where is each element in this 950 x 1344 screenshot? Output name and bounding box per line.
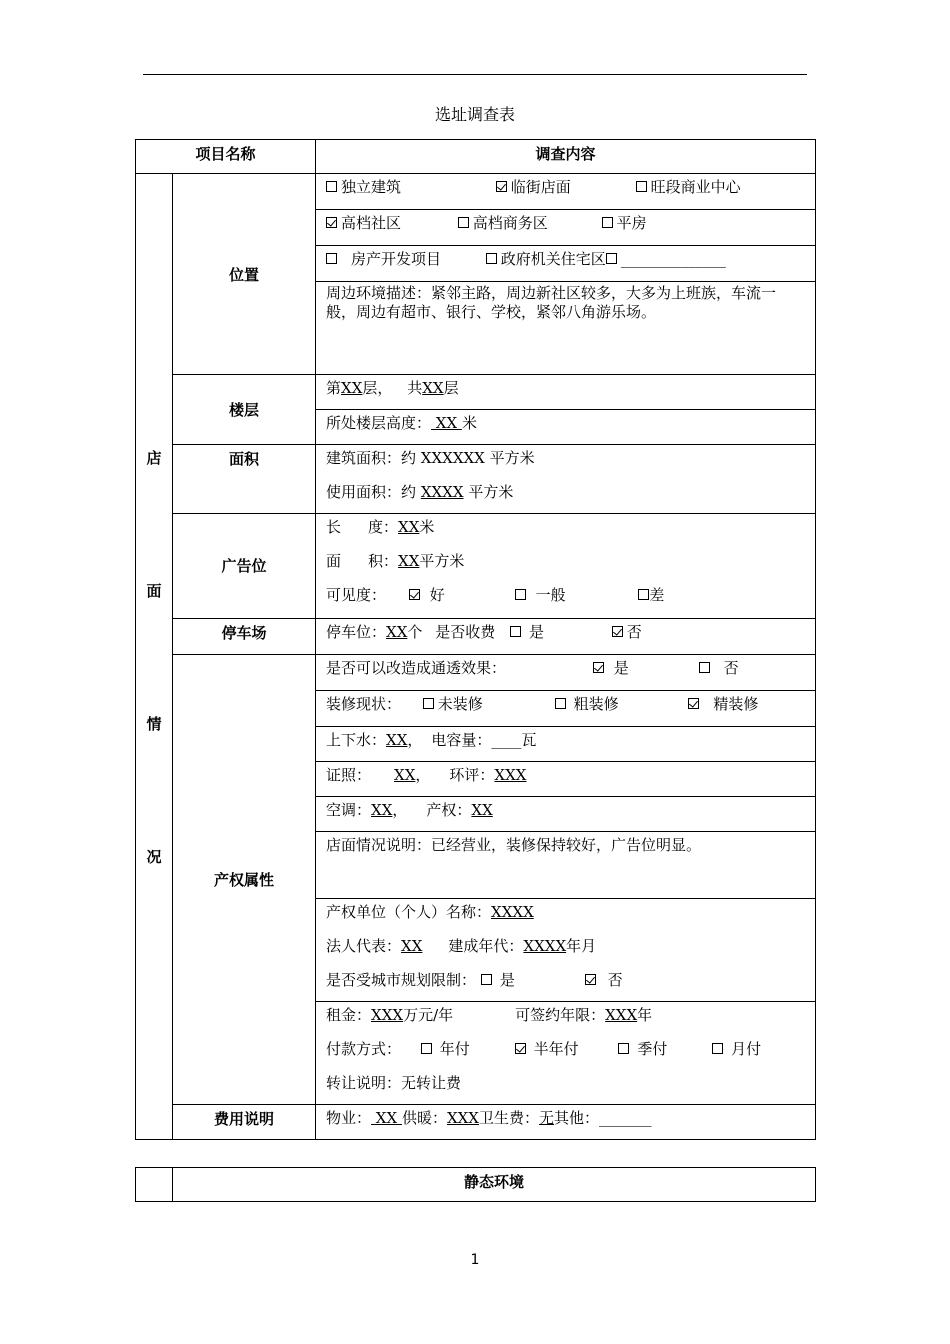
option-label: 否 bbox=[607, 970, 623, 989]
store-description: 店面情况说明：已经营业，装修保持较好，广告位明显。 bbox=[326, 835, 702, 854]
text: 米 bbox=[419, 518, 435, 536]
checkbox[interactable] bbox=[593, 662, 604, 673]
transfer-row: 转让说明：无转让费 bbox=[326, 1074, 462, 1092]
checkbox[interactable] bbox=[481, 974, 492, 985]
value: XXXX bbox=[491, 902, 534, 921]
text: 平方米 bbox=[468, 483, 514, 501]
option-label: 是 bbox=[499, 970, 515, 989]
text: 产权： bbox=[426, 800, 472, 819]
survey-table bbox=[135, 139, 816, 1140]
text: 其他： bbox=[554, 1109, 600, 1127]
usable-area bbox=[316, 479, 815, 513]
text: 是否受城市规划限制： bbox=[326, 970, 477, 989]
rent-row bbox=[316, 1002, 815, 1036]
page-number: 1 bbox=[470, 1252, 480, 1268]
license-row bbox=[316, 762, 815, 796]
ad-area bbox=[316, 548, 815, 582]
legal-rep-row bbox=[316, 933, 815, 967]
text: 上下水： bbox=[326, 730, 387, 749]
text: ， bbox=[407, 730, 423, 749]
checkbox[interactable] bbox=[458, 217, 469, 228]
side-char: 面 bbox=[146, 581, 162, 600]
value: _______ bbox=[599, 1109, 652, 1127]
option-label: 临街店面 bbox=[510, 178, 571, 196]
option-label: 独立建筑 bbox=[341, 178, 402, 196]
text: 万元/年 bbox=[403, 1006, 454, 1024]
floor-label: 楼层 bbox=[173, 375, 316, 445]
option-label: 否 bbox=[723, 658, 739, 677]
value: XXX bbox=[605, 1006, 638, 1024]
text: 年月 bbox=[566, 936, 597, 955]
checkbox[interactable] bbox=[612, 626, 623, 637]
option-label: 季付 bbox=[637, 1040, 668, 1058]
text: 层， bbox=[362, 379, 393, 397]
checkbox[interactable] bbox=[515, 589, 526, 600]
text: 第 bbox=[326, 379, 342, 397]
checkbox[interactable] bbox=[496, 181, 507, 192]
value: XXX bbox=[494, 765, 527, 784]
checkbox[interactable] bbox=[602, 217, 613, 228]
value: 无 bbox=[539, 1109, 555, 1127]
fees-label: 费用说明 bbox=[173, 1105, 316, 1140]
option-label: 精装修 bbox=[713, 694, 759, 713]
option-label: 否 bbox=[626, 622, 642, 641]
text: 卫生费： bbox=[479, 1109, 540, 1127]
page-title: 选址调查表 bbox=[434, 105, 515, 124]
value: XX bbox=[431, 414, 462, 432]
transparent-row bbox=[316, 655, 815, 689]
text: 停车位： bbox=[326, 622, 387, 641]
side-char: 况 bbox=[146, 847, 162, 866]
desc-label: 周边环境描述： bbox=[326, 284, 432, 302]
text: 证照： bbox=[326, 765, 372, 784]
text: 度： bbox=[368, 518, 399, 536]
value: XX bbox=[386, 622, 408, 641]
location-row-1 bbox=[316, 174, 815, 208]
checkbox[interactable] bbox=[618, 1043, 629, 1054]
text: 电容量：____瓦 bbox=[431, 730, 537, 749]
header-project-name: 项目名称 bbox=[136, 140, 316, 174]
checkbox[interactable] bbox=[326, 217, 337, 228]
option-label: 房产开发项目 bbox=[351, 250, 442, 268]
text: 法人代表： bbox=[326, 936, 402, 955]
payment-row bbox=[316, 1036, 815, 1070]
option-label: 年付 bbox=[439, 1040, 470, 1058]
static-env-title: 静态环境 bbox=[173, 1168, 816, 1202]
text: 付款方式： bbox=[326, 1040, 402, 1058]
fees-row bbox=[316, 1105, 815, 1139]
option-label: 好 bbox=[429, 586, 445, 604]
checkbox[interactable] bbox=[423, 698, 434, 709]
text: 租金： bbox=[326, 1006, 372, 1024]
text: 使用面积：约 bbox=[326, 483, 417, 501]
parking-row bbox=[316, 619, 815, 653]
environment-description bbox=[316, 282, 815, 324]
option-label: 差 bbox=[649, 586, 665, 604]
checkbox[interactable] bbox=[326, 181, 337, 192]
option-label: 平房 bbox=[616, 214, 647, 232]
text: 空调： bbox=[326, 800, 372, 819]
side-label bbox=[136, 174, 173, 1140]
decoration-row bbox=[316, 691, 815, 725]
side-char: 情 bbox=[146, 714, 162, 733]
floor-height bbox=[316, 410, 815, 444]
value: XX bbox=[398, 518, 420, 536]
option-label: 是 bbox=[613, 658, 629, 677]
option-label: 高档社区 bbox=[341, 214, 402, 232]
aircon-row bbox=[316, 797, 815, 831]
text: 装修现状： bbox=[326, 694, 402, 713]
location-row-3 bbox=[316, 246, 815, 280]
value: XX bbox=[371, 800, 393, 819]
checkbox[interactable] bbox=[712, 1043, 723, 1054]
text: 面 bbox=[326, 552, 342, 570]
checkbox[interactable] bbox=[486, 253, 497, 264]
option-label: 半年付 bbox=[533, 1040, 579, 1058]
owner-name-row bbox=[316, 899, 815, 933]
text: ， bbox=[415, 765, 431, 784]
desc-text: 紧邻主路，周边新社区较多，大多为上班族，车流一般，周边有超市、银行、学校，紧邻八角游乐场。 bbox=[326, 284, 777, 321]
ad-length bbox=[316, 514, 815, 548]
text: 积： bbox=[368, 552, 399, 570]
text: 供暖： bbox=[401, 1109, 447, 1127]
side-char: 店 bbox=[146, 448, 162, 467]
text: 共 bbox=[407, 379, 423, 397]
text: 层 bbox=[443, 379, 459, 397]
value: XX bbox=[471, 800, 493, 819]
text: 是否可以改造成通透效果： bbox=[326, 658, 507, 677]
value: XXX bbox=[446, 1109, 479, 1127]
header-rule bbox=[143, 74, 807, 75]
text: ， bbox=[392, 800, 408, 819]
checkbox[interactable] bbox=[636, 181, 647, 192]
value: XXXX bbox=[420, 483, 464, 501]
option-label: 粗装修 bbox=[573, 694, 619, 713]
header-survey-content: 调查内容 bbox=[316, 140, 816, 174]
checkbox[interactable] bbox=[585, 974, 596, 985]
location-row-2 bbox=[316, 210, 815, 244]
value: XXXX bbox=[523, 936, 567, 955]
value: XX bbox=[398, 552, 420, 570]
text: 环评： bbox=[449, 765, 495, 784]
ad-label: 广告位 bbox=[173, 514, 316, 619]
static-environment-table bbox=[135, 1167, 816, 1202]
checkbox[interactable] bbox=[421, 1043, 432, 1054]
text: 建成年代： bbox=[448, 936, 524, 955]
value: XX bbox=[386, 730, 408, 749]
text: 米 bbox=[461, 414, 477, 432]
checkbox[interactable] bbox=[409, 589, 420, 600]
checkbox[interactable] bbox=[326, 253, 337, 264]
checkbox[interactable] bbox=[515, 1043, 526, 1054]
option-label: 是 bbox=[528, 622, 544, 641]
option-label: 旺段商业中心 bbox=[650, 178, 741, 196]
text: 可签约年限： bbox=[515, 1006, 606, 1024]
blank-cell bbox=[136, 1168, 173, 1202]
area-label: 面积 bbox=[173, 445, 316, 514]
checkbox[interactable] bbox=[688, 698, 699, 709]
ad-visibility bbox=[316, 582, 815, 616]
floor-level bbox=[316, 375, 815, 409]
option-label: 高档商务区 bbox=[472, 214, 548, 232]
water-power-row bbox=[316, 727, 815, 761]
option-label: ______________ bbox=[620, 250, 726, 268]
text: 物业： bbox=[326, 1109, 372, 1127]
parking-label: 停车场 bbox=[173, 618, 316, 654]
checkbox[interactable] bbox=[638, 589, 649, 600]
location-label: 位置 bbox=[173, 174, 316, 375]
checkbox[interactable] bbox=[699, 662, 710, 673]
text: 所处楼层高度： bbox=[326, 414, 432, 432]
value: XX bbox=[341, 379, 363, 397]
value: XX bbox=[401, 936, 423, 955]
value: XX bbox=[371, 1109, 402, 1127]
text: 长 bbox=[326, 518, 342, 536]
option-label: 月付 bbox=[731, 1040, 762, 1058]
text: 年 bbox=[637, 1006, 653, 1024]
checkbox[interactable] bbox=[555, 698, 566, 709]
checkbox[interactable] bbox=[510, 626, 521, 637]
text: 可见度： bbox=[326, 586, 387, 604]
text: 个 bbox=[407, 622, 423, 641]
value: XXX bbox=[371, 1006, 404, 1024]
text: 平方米 bbox=[419, 552, 465, 570]
text: 产权单位（个人）名称： bbox=[326, 902, 492, 921]
property-label: 产权属性 bbox=[173, 654, 316, 1105]
option-label: 未装修 bbox=[437, 694, 483, 713]
value: XX bbox=[422, 379, 444, 397]
value: XX bbox=[394, 765, 416, 784]
building-area: 建筑面积：约 XXXXXX 平方米 bbox=[326, 449, 535, 467]
planning-row bbox=[316, 967, 815, 1001]
option-label: 一般 bbox=[535, 586, 566, 604]
option-label: 政府机关住宅区 bbox=[500, 250, 606, 268]
text: 是否收费 bbox=[435, 622, 496, 641]
checkbox[interactable] bbox=[606, 253, 617, 264]
